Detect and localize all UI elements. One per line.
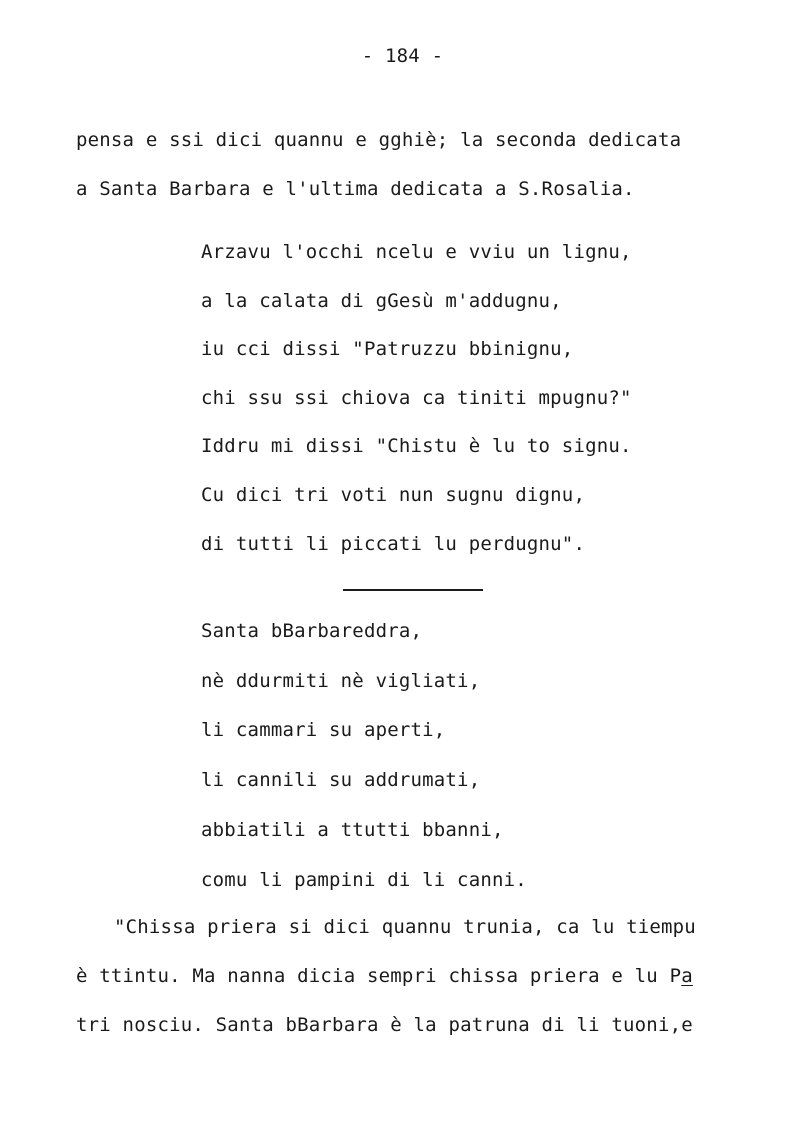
poem2-line-2: nè ddurmiti nè vigliati,: [201, 670, 481, 692]
closing-line-2-text: è ttintu. Ma nanna dicia sempri chissa priera e lu P: [76, 965, 682, 987]
page-number: - 184 -: [361, 45, 444, 67]
closing-line-2: [76, 967, 693, 986]
poem2-line-3: li cammari su aperti,: [201, 719, 446, 741]
intro-line-2: a Santa Barbara e l'ultima dedicata a S.Rosalia.: [76, 178, 635, 200]
poem1-line-5: Iddru mi dissi "Chistu è lu to signu.: [201, 435, 632, 457]
poem1-line-6: Cu dici tri voti nun sugnu dignu,: [201, 484, 586, 506]
poem2-line-6: comu li pampini di li canni.: [201, 869, 527, 891]
poem1-line-3: iu cci dissi "Patruzzu bbinignu,: [201, 338, 574, 360]
poem2-line-5: abbiatili a ttutti bbanni,: [201, 819, 504, 841]
poem1-line-1: Arzavu l'occhi ncelu e vviu un lignu,: [201, 241, 632, 263]
intro-line-1: pensa e ssi dici quannu e gghiè; la seconda dedicata: [76, 129, 682, 151]
closing-line-3: tri nosciu. Santa bBarbara è la patruna di li tuoni,e: [76, 1014, 693, 1036]
section-separator: [343, 589, 483, 591]
poem2-line-4: li cannili su addrumati,: [201, 769, 481, 791]
poem1-line-2: a la calata di gGesù m'addugnu,: [201, 290, 562, 312]
poem2-line-1: Santa bBarbareddra,: [201, 620, 423, 642]
closing-line-1: "Chissa priera si dici quannu trunia, ca lu tiempu: [114, 916, 696, 938]
poem1-line-4: chi ssu ssi chiova ca tiniti mpugnu?": [201, 387, 632, 409]
poem1-line-7: di tutti li piccati lu perdugnu".: [201, 533, 586, 555]
closing-line-2-underlined: a: [681, 965, 693, 987]
